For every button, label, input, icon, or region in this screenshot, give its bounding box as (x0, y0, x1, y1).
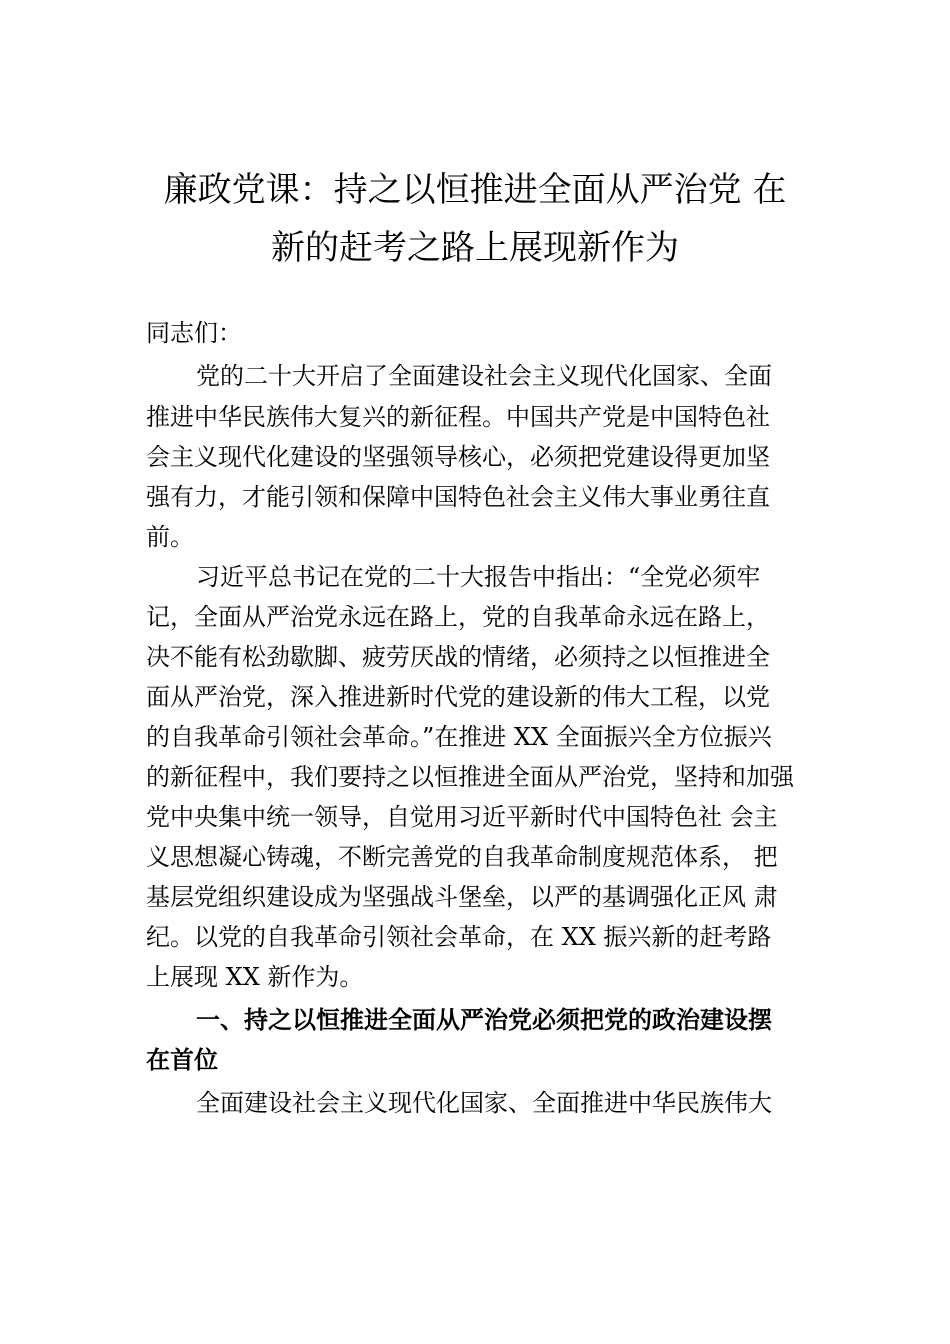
paragraph-1-line: 前。 (146, 523, 194, 551)
paragraph-2-line: 决不能有松劲歇脚、疲劳厌战的情绪，必须持之以恒推进全 (146, 643, 770, 671)
paragraph-2-line: 习近平总书记在党的二十大报告中指出：“全党必须牢 (196, 563, 761, 591)
document-title-line-2: 新的赶考之路上展现新作为 (271, 228, 679, 268)
paragraph-3-line: 全面建设社会主义现代化国家、全面推进中华民族伟大 (196, 1089, 772, 1117)
paragraph-2-line: 基层党组织建设成为坚强战斗堡垒，以严的基调强化正风 肃 (146, 883, 778, 911)
paragraph-1-line: 党的二十大开启了全面建设社会主义现代化国家、全面 (196, 362, 772, 390)
paragraph-2-line: 纪。以党的自我革命引领社会革命，在 XX 振兴新的赶考路 (146, 923, 772, 951)
paragraph-2-line: 义思想凝心铸魂，不断完善党的自我革命制度规范体系， 把 (146, 843, 778, 871)
paragraph-2-line: 的自我革命引领社会革命。”在推进 XX 全面振兴全方位振兴 (146, 723, 772, 751)
paragraph-1-line: 强有力，才能引领和保障中国特色社会主义伟大事业勇往直 (146, 483, 770, 511)
paragraph-2-line: 面从严治党，深入推进新时代党的建设新的伟大工程，以党 (146, 683, 770, 711)
paragraph-2-line: 记，全面从严治党永远在路上，党的自我革命永远在路上， (146, 603, 770, 631)
section-heading-1-line-1: 一、持之以恒推进全面从严治党必须把党的政治建设摆 (196, 1006, 772, 1034)
paragraph-2-line: 的新征程中，我们要持之以恒推进全面从严治党，坚持和加强 (146, 763, 794, 791)
paragraph-2-line: 上展现 XX 新作为。 (146, 963, 364, 991)
paragraph-1-line: 会主义现代化建设的坚强领导核心，必须把党建设得更加坚 (146, 443, 770, 471)
section-heading-1-line-2: 在首位 (146, 1046, 218, 1074)
salutation: 同志们： (146, 319, 242, 347)
document-title-line-1: 廉政党课：持之以恒推进全面从严治党 在 (163, 170, 787, 210)
paragraph-1-line: 推进中华民族伟大复兴的新征程。中国共产党是中国特色社 (146, 403, 770, 431)
paragraph-2-line: 党中央集中统一领导，自觉用习近平新时代中国特色社 会主 (146, 803, 778, 831)
